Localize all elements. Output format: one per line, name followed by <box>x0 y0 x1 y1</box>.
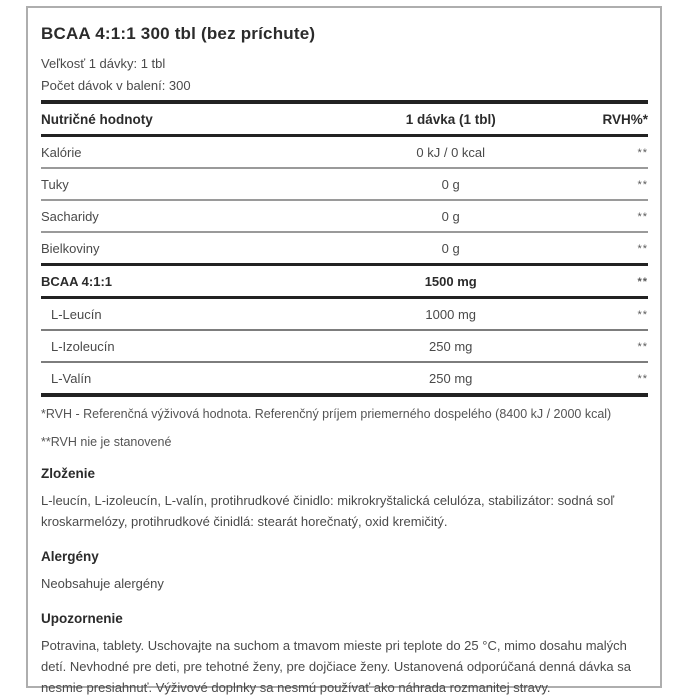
nutrient-rvh: ** <box>545 265 648 298</box>
nutrient-value: 0 g <box>357 232 545 265</box>
nutrient-rvh: ** <box>545 200 648 232</box>
allergens-text: Neobsahuje alergény <box>41 576 164 591</box>
allergens-heading: Alergény <box>41 549 99 564</box>
nutrient-name: Sacharidy <box>41 200 357 232</box>
nutrient-rvh: ** <box>545 232 648 265</box>
nutrient-name: Tuky <box>41 168 357 200</box>
table-row <box>41 232 648 265</box>
nutrient-rvh: ** <box>545 362 648 395</box>
nutrient-rvh: ** <box>545 330 648 362</box>
nutrient-name: L-Izoleucín <box>41 330 357 362</box>
table-row <box>41 362 648 395</box>
serving-size-line: Veľkosť 1 dávky: 1 tbl <box>41 56 166 71</box>
nutrient-value: 250 mg <box>357 330 545 362</box>
table-row <box>41 200 648 232</box>
nutrient-value: 1500 mg <box>357 265 545 298</box>
table-row <box>41 330 648 362</box>
nutrient-rvh: ** <box>545 136 648 169</box>
nutrient-value: 0 g <box>357 200 545 232</box>
nutrient-name: L-Valín <box>41 362 357 395</box>
header-nutrient: Nutričné hodnoty <box>41 102 357 136</box>
nutrient-rvh: ** <box>545 298 648 331</box>
nutrient-name: Kalórie <box>41 136 357 169</box>
ingredients-text: L-leucín, L-izoleucín, L-valín, protihrudkové činidlo: mikrokryštalická celulóza, stabilizátor: sodná soľ kroskarmelózy, protihrudkové činidlá: stearát horečnatý, oxid kremičitý. <box>41 493 615 529</box>
nutrient-value: 0 kJ / 0 kcal <box>357 136 545 169</box>
nutrient-name: L-Leucín <box>41 298 357 331</box>
rvh-not-set-footnote: **RVH nie je stanovené <box>41 435 172 449</box>
header-per-serving: 1 dávka (1 tbl) <box>357 102 545 136</box>
nutrition-table-body <box>41 136 648 396</box>
table-row <box>41 136 648 169</box>
rvh-footnote: *RVH - Referenčná výživová hodnota. Referenčný príjem priemerného dospelého (8400 kJ / 2000 kcal) <box>41 407 612 421</box>
nutrient-value: 0 g <box>357 168 545 200</box>
nutrition-label-box <box>26 6 662 695</box>
warning-text: Potravina, tablety. Uschovajte na suchom a tmavom mieste pri teplote do 25 °C, mimo dosahu malých detí. Nevhodné pre deti, pre tehotné ženy, pre dojčiace ženy. Ustanovená odporúčaná denná dávka sa nesmie presiahnuť. Výživové doplnky sa nesmú používať ako náhrada rozmanitej stravy. <box>41 638 631 695</box>
nutrient-value: 1000 mg <box>357 298 545 331</box>
nutrient-name: Bielkoviny <box>41 232 357 265</box>
table-row <box>41 265 648 298</box>
nutrient-value: 250 mg <box>357 362 545 395</box>
warning-heading: Upozornenie <box>41 611 123 626</box>
ingredients-heading: Zloženie <box>41 466 96 481</box>
servings-per-package-line: Počet dávok v balení: 300 <box>41 78 191 93</box>
header-rvh: RVH%* <box>545 102 648 136</box>
product-title: BCAA 4:1:1 300 tbl (bez príchute) <box>41 24 316 43</box>
nutrition-table <box>41 100 648 397</box>
nutrition-table-header-row <box>41 102 648 136</box>
table-row <box>41 168 648 200</box>
table-row <box>41 298 648 331</box>
nutrient-rvh: ** <box>545 168 648 200</box>
nutrient-name: BCAA 4:1:1 <box>41 265 357 298</box>
